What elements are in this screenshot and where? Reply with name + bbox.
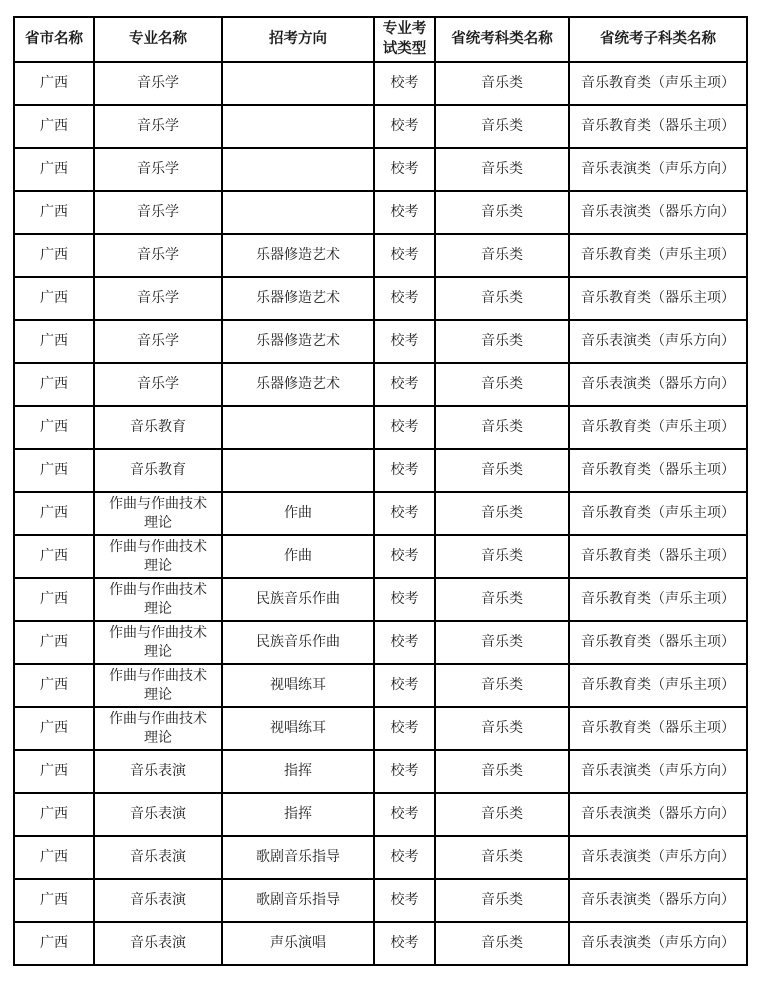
table-cell: 音乐类 (435, 535, 569, 578)
table-cell: 音乐教育 (94, 406, 222, 449)
table-cell: 音乐学 (94, 191, 222, 234)
table-cell: 广西 (14, 707, 94, 750)
table-cell: 广西 (14, 836, 94, 879)
table-cell: 作曲与作曲技术理论 (94, 707, 222, 750)
table-cell: 音乐类 (435, 363, 569, 406)
table-cell: 校考 (374, 793, 435, 836)
table-cell: 校考 (374, 62, 435, 105)
table-cell: 广西 (14, 492, 94, 535)
table-cell: 指挥 (222, 750, 374, 793)
table-cell: 音乐类 (435, 793, 569, 836)
table-cell: 视唱练耳 (222, 664, 374, 707)
table-cell: 乐器修造艺术 (222, 277, 374, 320)
table-row (14, 105, 747, 148)
header-unified-subcategory: 省统考子科类名称 (569, 17, 747, 62)
table-cell: 音乐类 (435, 449, 569, 492)
table-cell: 音乐类 (435, 879, 569, 922)
table-cell: 音乐表演 (94, 750, 222, 793)
table-row (14, 277, 747, 320)
table-cell: 广西 (14, 363, 94, 406)
table-cell: 音乐类 (435, 320, 569, 363)
table-cell: 广西 (14, 750, 94, 793)
table-cell: 音乐类 (435, 578, 569, 621)
table-row (14, 578, 747, 621)
table-cell: 音乐表演类（声乐方向） (569, 148, 747, 191)
table-cell: 音乐表演类（器乐方向） (569, 793, 747, 836)
table-cell: 音乐学 (94, 277, 222, 320)
table-cell: 音乐类 (435, 234, 569, 277)
table-cell: 校考 (374, 492, 435, 535)
table-cell: 校考 (374, 535, 435, 578)
table-cell: 广西 (14, 148, 94, 191)
table-cell: 音乐教育类（声乐主项） (569, 492, 747, 535)
table-cell: 乐器修造艺术 (222, 234, 374, 277)
table-row (14, 363, 747, 406)
table-cell: 音乐表演 (94, 922, 222, 965)
table-cell: 校考 (374, 750, 435, 793)
table-cell: 校考 (374, 148, 435, 191)
table-cell: 民族音乐作曲 (222, 621, 374, 664)
table-cell: 广西 (14, 664, 94, 707)
table-row (14, 750, 747, 793)
table-cell (222, 148, 374, 191)
table-cell: 广西 (14, 105, 94, 148)
table-cell: 音乐教育类（声乐主项） (569, 664, 747, 707)
table-cell (222, 62, 374, 105)
table-row (14, 148, 747, 191)
table-cell: 作曲与作曲技术理论 (94, 621, 222, 664)
header-direction: 招考方向 (222, 17, 374, 62)
table-cell: 作曲与作曲技术理论 (94, 578, 222, 621)
table-cell (222, 449, 374, 492)
table-cell: 音乐表演 (94, 793, 222, 836)
table-cell: 音乐类 (435, 664, 569, 707)
table-cell: 广西 (14, 277, 94, 320)
table-cell: 视唱练耳 (222, 707, 374, 750)
table-cell: 歌剧音乐指导 (222, 836, 374, 879)
table-row (14, 707, 747, 750)
table-cell: 广西 (14, 449, 94, 492)
table-cell: 作曲与作曲技术理论 (94, 664, 222, 707)
table-cell: 音乐学 (94, 234, 222, 277)
table-cell: 广西 (14, 793, 94, 836)
table-cell: 音乐教育类（声乐主项） (569, 578, 747, 621)
admissions-table (13, 16, 748, 966)
table-cell: 乐器修造艺术 (222, 363, 374, 406)
table-cell: 校考 (374, 922, 435, 965)
table-cell: 作曲与作曲技术理论 (94, 492, 222, 535)
table-cell: 音乐学 (94, 105, 222, 148)
table-cell: 音乐教育类（声乐主项） (569, 406, 747, 449)
table-header (14, 17, 747, 62)
table-cell: 音乐学 (94, 363, 222, 406)
table-cell: 校考 (374, 578, 435, 621)
table-cell: 音乐学 (94, 320, 222, 363)
table-cell: 广西 (14, 535, 94, 578)
table-cell: 音乐类 (435, 406, 569, 449)
table-row (14, 191, 747, 234)
table-row (14, 621, 747, 664)
table-cell: 乐器修造艺术 (222, 320, 374, 363)
table-cell: 广西 (14, 578, 94, 621)
table-row (14, 406, 747, 449)
table-cell: 音乐表演类（声乐方向） (569, 750, 747, 793)
table-cell: 音乐类 (435, 191, 569, 234)
table-cell: 校考 (374, 277, 435, 320)
table-row (14, 234, 747, 277)
table-cell: 音乐学 (94, 62, 222, 105)
table-cell: 音乐表演类（器乐方向） (569, 191, 747, 234)
table-cell: 校考 (374, 621, 435, 664)
header-row (14, 17, 747, 62)
table-cell: 广西 (14, 234, 94, 277)
table-cell: 作曲 (222, 535, 374, 578)
table-row (14, 449, 747, 492)
table-row (14, 492, 747, 535)
table-cell: 校考 (374, 836, 435, 879)
table-row (14, 664, 747, 707)
header-major: 专业名称 (94, 17, 222, 62)
table-cell: 音乐表演类（器乐方向） (569, 363, 747, 406)
table-cell: 音乐类 (435, 621, 569, 664)
table-cell: 音乐类 (435, 750, 569, 793)
table-cell: 音乐类 (435, 492, 569, 535)
table-cell: 音乐教育类（器乐主项） (569, 449, 747, 492)
table-cell: 校考 (374, 449, 435, 492)
table-cell: 音乐教育类（声乐主项） (569, 62, 747, 105)
table-cell: 广西 (14, 922, 94, 965)
table-cell: 音乐表演类（声乐方向） (569, 922, 747, 965)
table-cell: 广西 (14, 191, 94, 234)
table-cell: 音乐表演类（声乐方向） (569, 320, 747, 363)
table-cell: 音乐表演 (94, 879, 222, 922)
table-row (14, 62, 747, 105)
table-cell: 音乐表演类（声乐方向） (569, 836, 747, 879)
table-cell: 音乐表演 (94, 836, 222, 879)
table-cell: 作曲 (222, 492, 374, 535)
header-unified-category: 省统考科类名称 (435, 17, 569, 62)
table-row (14, 535, 747, 578)
table-cell: 音乐类 (435, 707, 569, 750)
table-cell: 音乐表演类（器乐方向） (569, 879, 747, 922)
table-cell (222, 105, 374, 148)
table-cell: 校考 (374, 320, 435, 363)
table-row (14, 922, 747, 965)
table-cell: 音乐教育类（器乐主项） (569, 105, 747, 148)
table-cell: 作曲与作曲技术理论 (94, 535, 222, 578)
table-cell: 音乐类 (435, 62, 569, 105)
table-cell: 校考 (374, 234, 435, 277)
table-cell: 音乐教育类（器乐主项） (569, 277, 747, 320)
table-cell: 声乐演唱 (222, 922, 374, 965)
table-cell (222, 191, 374, 234)
table-cell: 广西 (14, 621, 94, 664)
table-cell: 音乐学 (94, 148, 222, 191)
table-row (14, 793, 747, 836)
header-province: 省市名称 (14, 17, 94, 62)
table-row (14, 836, 747, 879)
table-row (14, 879, 747, 922)
table-cell: 民族音乐作曲 (222, 578, 374, 621)
table-cell: 音乐教育类（器乐主项） (569, 707, 747, 750)
table-cell: 广西 (14, 406, 94, 449)
table-cell: 校考 (374, 707, 435, 750)
table-cell: 校考 (374, 664, 435, 707)
table-cell: 音乐教育 (94, 449, 222, 492)
table-cell: 校考 (374, 363, 435, 406)
table-cell: 广西 (14, 879, 94, 922)
table-cell: 音乐类 (435, 277, 569, 320)
table-cell: 音乐教育类（器乐主项） (569, 535, 747, 578)
table-row (14, 320, 747, 363)
table-cell: 音乐类 (435, 105, 569, 148)
table-cell: 广西 (14, 320, 94, 363)
table-cell: 广西 (14, 62, 94, 105)
table-cell: 指挥 (222, 793, 374, 836)
table-cell: 音乐教育类（声乐主项） (569, 234, 747, 277)
table-cell: 校考 (374, 191, 435, 234)
table-cell: 校考 (374, 105, 435, 148)
table-cell: 音乐类 (435, 148, 569, 191)
table-cell: 音乐教育类（器乐主项） (569, 621, 747, 664)
table-cell (222, 406, 374, 449)
table-cell: 音乐类 (435, 922, 569, 965)
table-cell: 校考 (374, 879, 435, 922)
table-cell: 歌剧音乐指导 (222, 879, 374, 922)
table-cell: 音乐类 (435, 836, 569, 879)
header-exam-type: 专业考试类型 (374, 17, 435, 62)
table-cell: 校考 (374, 406, 435, 449)
table-body (14, 62, 747, 965)
